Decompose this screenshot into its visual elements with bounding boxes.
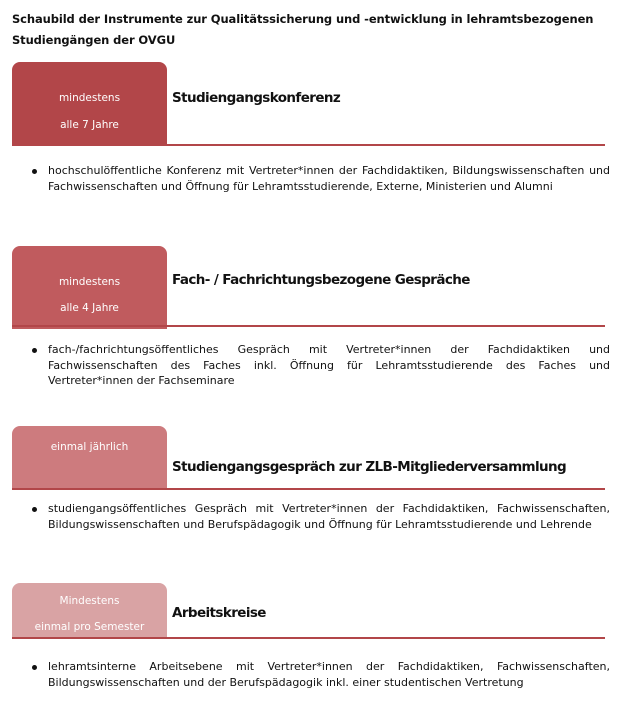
frequency-line-1: mindestens [58, 276, 121, 288]
page-title: Schaubild der Instrumente zur Qualitätssicherung und -entwicklung in lehramtsbezogenen Studiengängen der OVGU [12, 12, 594, 47]
bullet-dot [32, 665, 37, 670]
section-heading: Arbeitskreise [172, 605, 266, 621]
frequency-line-2: alle 7 Jahre [60, 119, 119, 131]
frequency-tab [12, 426, 167, 489]
bullet-text: studiengangsöffentliches Gespräch mit Vertreter*innen der Fachdidaktiken, Fachwissenschaften, Bildungswissenschaften und Berufspädagogik und Öffnung für Lehramtsstudierende und Lehrende [48, 502, 610, 531]
section-heading: Fach- / Fachrichtungsbezogene Gespräche [172, 272, 470, 288]
bullet-text: hochschulöffentliche Konferenz mit Vertreter*innen der Fachdidaktiken, Bildungswissenschaften und Fachwissenschaften und Öffnung für Lehramtsstudierende, Externe, Ministerien und Alumni [48, 164, 610, 193]
frequency-tab [12, 583, 167, 638]
frequency-tab [12, 246, 167, 329]
frequency-line-1: Mindestens [59, 595, 120, 607]
section-rule [12, 488, 605, 490]
frequency-tab [12, 62, 167, 145]
frequency-line-1: einmal jährlich [50, 441, 129, 453]
section-studiengangskonferenz [12, 62, 610, 212]
section-rule [12, 325, 605, 327]
bullet-text: lehramtsinterne Arbeitsebene mit Vertreter*innen der Fachdidaktiken, Fachwissenschaften, Bildungswissenschaften und der Berufspädagogik inkl. einer studentischen Vertretung [48, 660, 610, 689]
frequency-line-1: mindestens [58, 92, 121, 104]
section-rule [12, 144, 605, 146]
bullet-dot [32, 348, 37, 353]
frequency-line-2: alle 4 Jahre [60, 302, 119, 314]
section-fachbezogene-gespraeche [12, 246, 610, 396]
bullet-dot [32, 169, 37, 174]
frequency-line-2: einmal pro Semester [34, 621, 145, 633]
section-heading: Studiengangskonferenz [172, 90, 341, 106]
bullet-text: fach-/fachrichtungsöffentliches Gespräch mit Vertreter*innen der Fachdidaktiken und Fachwissenschaften des Faches inkl. Öffnung für Lehramtsstudierende des Faches und Vertreter*innen der Fachseminare [48, 343, 610, 387]
bullet-dot [32, 507, 37, 512]
section-studiengangsgespraech [12, 426, 610, 556]
section-arbeitskreise [12, 583, 610, 718]
section-rule [12, 637, 605, 639]
section-heading: Studiengangsgespräch zur ZLB-Mitgliederversammlung [172, 459, 567, 475]
